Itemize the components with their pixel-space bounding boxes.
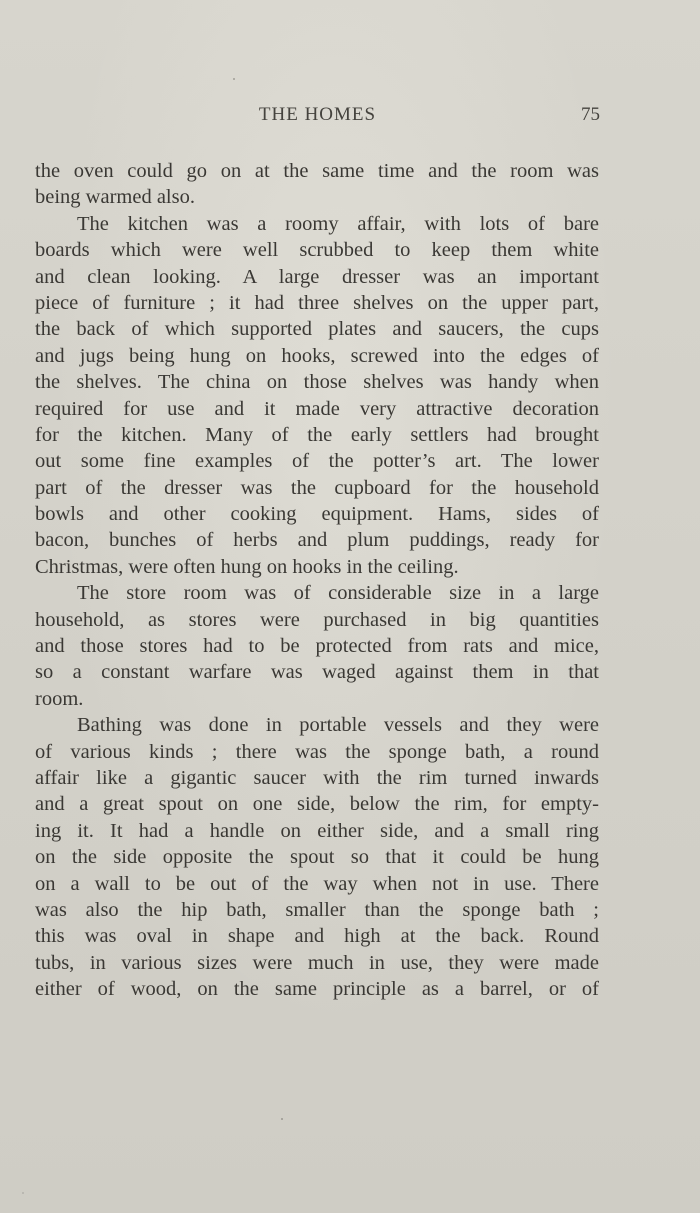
text-line: piece of furniture ; it had three shelves on the upper part, xyxy=(35,291,599,314)
text-line: bacon, bunches of herbs and plum puddings, ready for xyxy=(35,529,599,552)
text-line: on a wall to be out of the way when not in use. There xyxy=(35,872,599,895)
text-line: ing it. It had a handle on either side, and a small ring xyxy=(35,819,599,842)
running-title: THE HOMES xyxy=(258,104,377,125)
text-line: was also the hip bath, smaller than the sponge bath ; xyxy=(35,898,599,921)
text-line: tubs, in various sizes were much in use, they were made xyxy=(35,951,599,974)
text-line: Christmas, were often hung on hooks in the ceiling. xyxy=(35,555,459,578)
text-line: and those stores had to be protected from rats and mice, xyxy=(35,635,599,658)
text-line: bowls and other cooking equipment. Hams, sides of xyxy=(35,503,599,526)
text-line: this was oval in shape and high at the back. Round xyxy=(35,925,599,948)
text-line: required for use and it made very attractive decoration xyxy=(35,397,599,420)
text-line: the back of which supported plates and saucers, the cups xyxy=(35,318,599,341)
text-line: and clean looking. A large dresser was an important xyxy=(35,265,599,288)
text-line: out some fine examples of the potter’s art. The lower xyxy=(35,450,599,473)
text-line: The kitchen was a roomy affair, with lots of bare xyxy=(77,212,599,235)
text-line: either of wood, on the same principle as a barrel, or of xyxy=(35,978,599,1001)
running-head xyxy=(35,104,600,134)
paper-speck xyxy=(281,1118,283,1120)
text-line: affair like a gigantic saucer with the rim turned inwards xyxy=(35,766,599,789)
text-line: on the side opposite the spout so that it could be hung xyxy=(35,846,599,869)
text-line: and a great spout on one side, below the rim, for empty- xyxy=(35,793,599,816)
text-line: part of the dresser was the cupboard for the household xyxy=(35,476,599,499)
text-line: boards which were well scrubbed to keep them white xyxy=(35,239,599,262)
body-text xyxy=(35,158,599,1003)
text-line: so a constant warfare was waged against them in that xyxy=(35,661,599,684)
text-line: of various kinds ; there was the sponge bath, a round xyxy=(35,740,599,763)
paper-speck xyxy=(233,78,235,80)
text-line: and jugs being hung on hooks, screwed into the edges of xyxy=(35,344,599,367)
paper-speck xyxy=(22,1192,24,1194)
page-number: 75 xyxy=(581,104,600,125)
text-line: the shelves. The china on those shelves was handy when xyxy=(35,371,599,394)
text-line: Bathing was done in portable vessels and they were xyxy=(77,714,599,737)
text-line: for the kitchen. Many of the early settlers had brought xyxy=(35,423,599,446)
text-line: being warmed also. xyxy=(35,186,195,209)
text-line: household, as stores were purchased in big quantities xyxy=(35,608,599,631)
text-line: room. xyxy=(35,687,84,710)
text-line: the oven could go on at the same time and the room was xyxy=(35,160,599,182)
text-line: The store room was of considerable size in a large xyxy=(77,582,599,605)
